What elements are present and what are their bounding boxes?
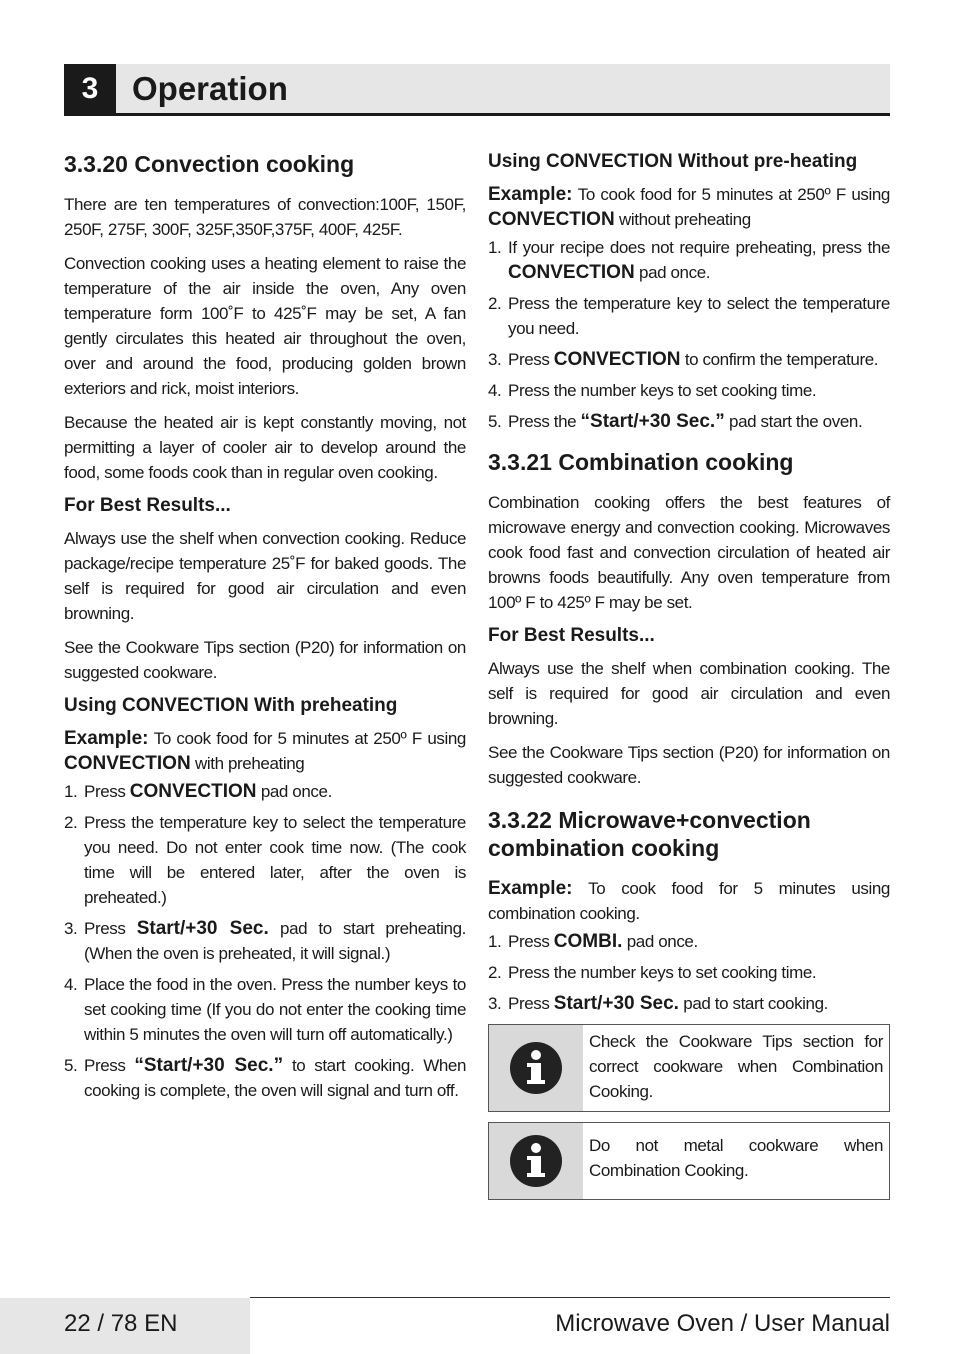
list-item: 4. Press the number keys to set cooking time. bbox=[488, 381, 817, 400]
paragraph: Combination cooking offers the best features of microwave energy and convection cooking. Microwaves cook food fast and convection circulation of heated air browns foods beautifully. Any oven temperature from 100º F to 425º F may be set. bbox=[488, 493, 890, 612]
chapter-header bbox=[64, 64, 890, 116]
left-column bbox=[64, 150, 466, 1111]
right-column bbox=[488, 150, 890, 1210]
info-note-text: Check the Cookware Tips section for correct cookware when Combination Cooking. bbox=[589, 1032, 883, 1101]
example-label: Example: bbox=[64, 728, 149, 749]
paragraph: Because the heated air is kept constantly moving, not permitting a layer of cooler air to develop around the food, some foods cook than in regular oven cooking. bbox=[64, 413, 466, 482]
list-item: 3. Press CONVECTION to confirm the temperature. bbox=[488, 349, 879, 370]
list-item: 4. Place the food in the oven. Press the number keys to set cooking time (If you do not enter the cooking time within 5 minutes the oven will turn off automatically.) bbox=[64, 975, 466, 1044]
list-item: 1. If your recipe does not require preheating, press the CONVECTION pad once. bbox=[488, 238, 890, 283]
page-number: 22 / 78 EN bbox=[64, 1310, 178, 1337]
list-item: 2. Press the temperature key to select the temperature you need. bbox=[488, 294, 890, 338]
paragraph: There are ten temperatures of convection:100F, 150F, 250F, 275F, 300F, 325F,350F,375F, 400F, 425F. bbox=[64, 195, 466, 239]
list-item: 2. Press the number keys to set cooking time. bbox=[488, 963, 817, 982]
info-icon bbox=[489, 1025, 583, 1111]
info-note bbox=[488, 1122, 890, 1200]
subheading-best-results: For Best Results... bbox=[64, 495, 231, 516]
example-paragraph: Example: To cook food for 5 minutes at 250º F using CONVECTION with preheating bbox=[64, 728, 466, 774]
example-label: Example: bbox=[488, 878, 573, 899]
example-paragraph: Example: To cook food for 5 minutes using combination cooking. bbox=[488, 878, 890, 923]
paragraph: Convection cooking uses a heating element to raise the temperature of the air inside the oven, Any oven temperature form 100˚F to 425˚F may be set, A fan gently circulates this heated air throughout the oven, over and around the food, producing golden brown exteriors and rick, moist interiors. bbox=[64, 254, 466, 398]
paragraph: Always use the shelf when combination cooking. The self is required for good air circulation and even browning. bbox=[488, 659, 890, 728]
section-heading-3-3-21: 3.3.21 Combination cooking bbox=[488, 449, 794, 475]
list-item: 1. Press CONVECTION pad once. bbox=[64, 781, 332, 802]
steps-without-preheating bbox=[488, 235, 890, 434]
list-item: 3. Press Start/+30 Sec. pad to start preheating. (When the oven is preheated, it will signal.) bbox=[64, 918, 466, 963]
info-note bbox=[488, 1024, 890, 1112]
footer-divider bbox=[250, 1297, 890, 1298]
section-heading-3-3-22: 3.3.22 Microwave+convection combination cooking bbox=[488, 807, 811, 861]
subheading-with-preheating: Using CONVECTION With preheating bbox=[64, 695, 398, 716]
steps-with-preheating bbox=[64, 779, 466, 1103]
paragraph: See the Cookware Tips section (P20) for information on suggested cookware. bbox=[64, 638, 466, 682]
list-item: 2. Press the temperature key to select the temperature you need. Do not enter cook time now. (The cook time will be entered later, after the oven is preheated.) bbox=[64, 813, 466, 907]
info-note-text: Do not metal cookware when Combination Cooking. bbox=[589, 1136, 883, 1180]
list-item: 5. Press the “Start/+30 Sec.” pad start the oven. bbox=[488, 411, 863, 432]
list-item: 5. Press “Start/+30 Sec.” to start cooking. When cooking is complete, the oven will signal and turn off. bbox=[64, 1055, 467, 1100]
document-title: Microwave Oven / User Manual bbox=[555, 1310, 890, 1337]
example-paragraph: Example: To cook food for 5 minutes at 250º F using CONVECTION without preheating bbox=[488, 184, 890, 230]
chapter-number: 3 bbox=[64, 64, 116, 113]
paragraph: Always use the shelf when convection cooking. Reduce package/recipe temperature 25˚F for baked goods. The self is required for good air circulation and even browning. bbox=[64, 529, 466, 623]
section-heading-3-3-20: 3.3.20 Convection cooking bbox=[64, 151, 355, 177]
chapter-title: Operation bbox=[132, 70, 288, 107]
steps-combination bbox=[488, 929, 890, 1016]
subheading-without-preheating: Using CONVECTION Without pre-heating bbox=[488, 151, 858, 172]
paragraph: See the Cookware Tips section (P20) for information on suggested cookware. bbox=[488, 743, 890, 787]
list-item: 3. Press Start/+30 Sec. pad to start cooking. bbox=[488, 993, 828, 1014]
example-label: Example: bbox=[488, 184, 573, 205]
list-item: 1. Press COMBI. pad once. bbox=[488, 931, 698, 952]
info-icon bbox=[489, 1123, 583, 1199]
subheading-best-results: For Best Results... bbox=[488, 625, 655, 646]
